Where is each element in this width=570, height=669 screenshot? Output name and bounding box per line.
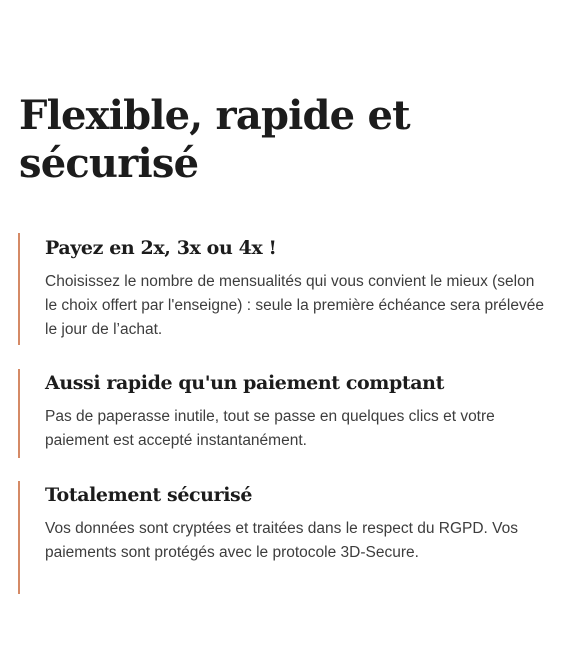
page-title-line-2: sécurisé — [19, 140, 199, 187]
feature-split-payment — [18, 233, 548, 345]
feature-title: Payez en 2x, 3x ou 4x ! — [45, 237, 277, 259]
feature-title: Aussi rapide qu'un paiement comptant — [45, 372, 444, 394]
feature-description: Vos données sont cryptées et traitées dans le respect du RGPD. Vos paiements sont protégés avec le protocole 3D-Secure. — [45, 520, 519, 561]
feature-fast-payment — [18, 369, 548, 458]
page-title — [19, 92, 539, 188]
feature-description: Pas de paperasse inutile, tout se passe en quelques clics et votre paiement est accepté instantanément. — [45, 408, 495, 449]
feature-title: Totalement sécurisé — [45, 484, 253, 506]
feature-secure-payment — [18, 481, 548, 594]
feature-description: Choisissez le nombre de mensualités qui vous convient le mieux (selon le choix offert par l'enseigne) : seule la première échéance sera prélevée le jour de l’achat. — [45, 273, 544, 338]
page-title-line-1: Flexible, rapide et — [19, 92, 410, 139]
